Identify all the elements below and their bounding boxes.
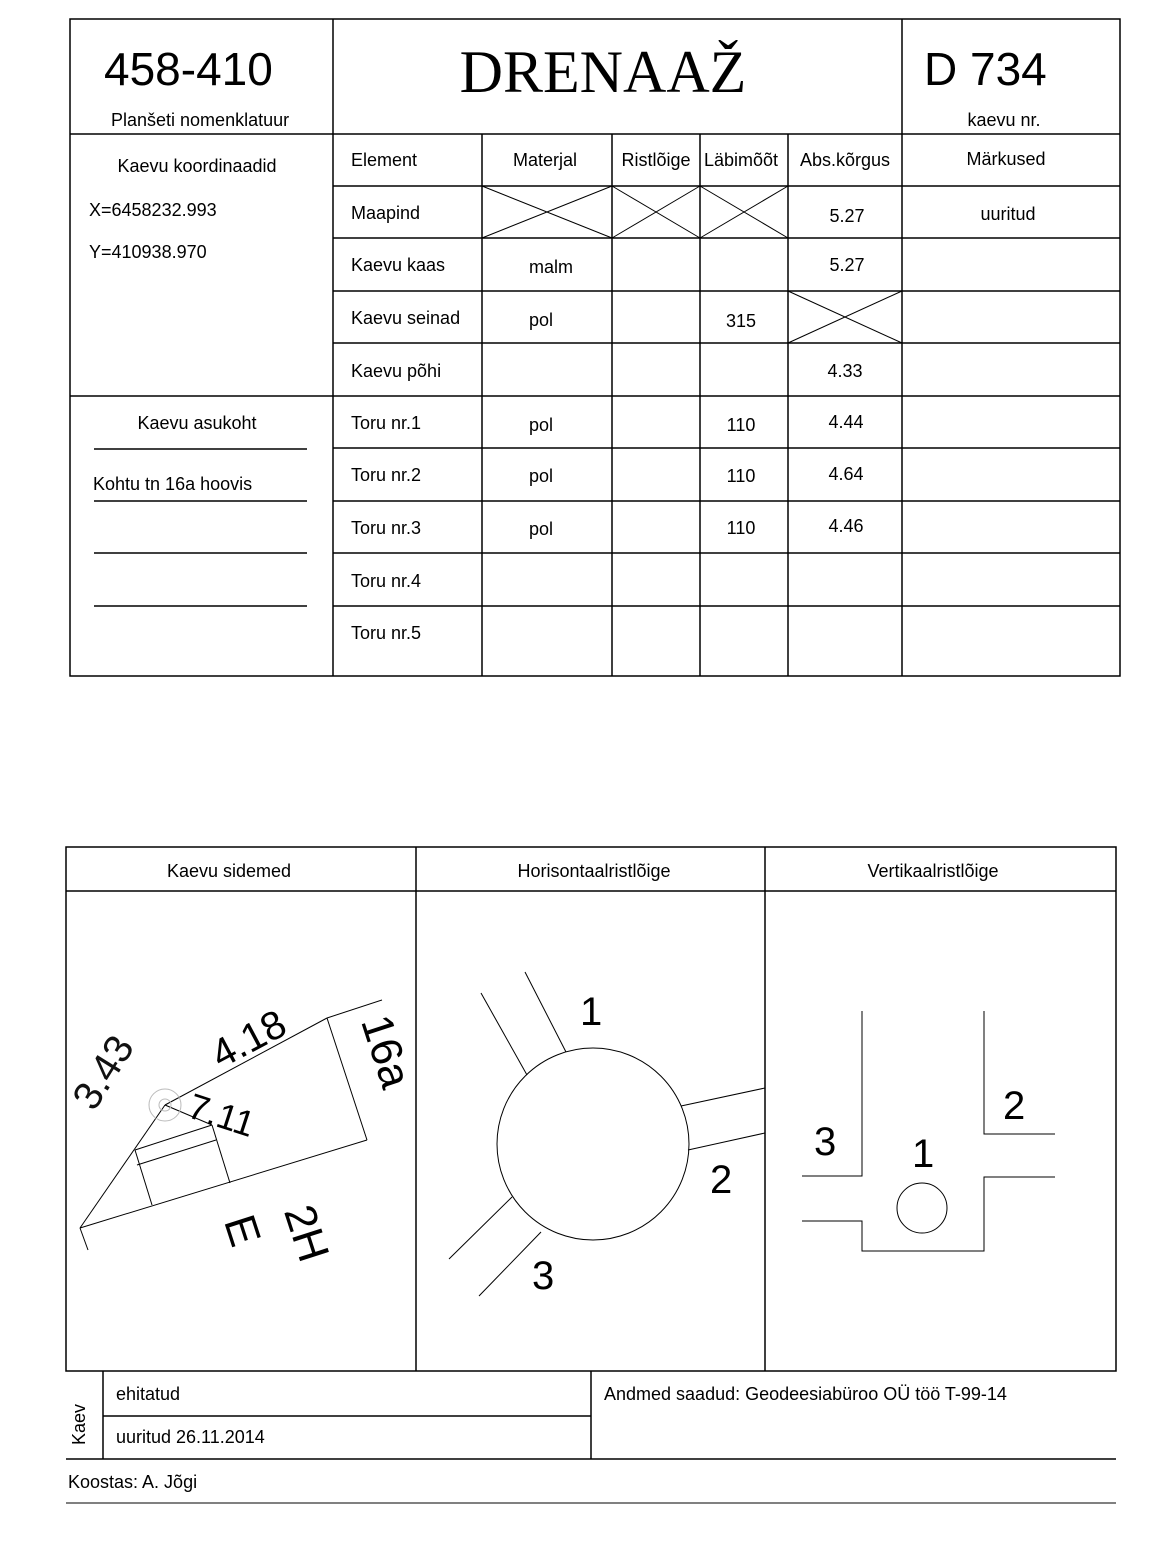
- cell-diameter: 110: [726, 415, 756, 435]
- vertical-section-heading: Vertikaalristlõige: [867, 861, 999, 881]
- pipe-label-3: 3: [532, 1254, 555, 1298]
- pipe-label-1: 1: [580, 990, 603, 1034]
- header-diameter: Läbimõõt: [703, 150, 779, 170]
- nomenclature-label: Planšeti nomenklatuur: [111, 110, 290, 130]
- cell-element: Toru nr.4: [351, 571, 422, 591]
- cell-elevation: 4.44: [828, 412, 864, 432]
- horizontal-section: [449, 972, 765, 1296]
- vertical-section: [802, 1011, 1055, 1251]
- building-floors-label: 2H: [274, 1199, 339, 1268]
- building-type-label: E: [214, 1209, 270, 1253]
- header-remarks: Märkused: [966, 149, 1046, 169]
- cell-remarks: uuritud: [980, 204, 1036, 224]
- cell-elevation: 5.27: [829, 206, 865, 226]
- ties-heading: Kaevu sidemed: [166, 861, 292, 881]
- cell-elevation: 4.33: [827, 361, 863, 381]
- survey-status: uuritud 26.11.2014: [116, 1427, 265, 1447]
- vertical-label-1: 1: [912, 1132, 935, 1176]
- cell-material: pol: [528, 310, 554, 330]
- cell-element: Kaevu põhi: [351, 361, 442, 381]
- well-label: Kaev: [69, 1403, 89, 1445]
- cell-material: pol: [528, 466, 554, 486]
- tie-label-inner: 7.11: [183, 1085, 261, 1145]
- cell-element: Toru nr.5: [351, 623, 422, 643]
- horizontal-section-heading: Horisontaalristlõige: [517, 861, 671, 881]
- header-element: Element: [351, 150, 418, 170]
- pipe-circle: [897, 1183, 947, 1233]
- vertical-label-3: 3: [814, 1120, 837, 1164]
- built-status: ehitatud: [116, 1384, 181, 1404]
- coordinate-x: X=6458232.993: [89, 200, 217, 220]
- header-elevation: Abs.kõrgus: [799, 150, 891, 170]
- well-circle: [497, 1048, 689, 1240]
- nomenclature-value: 458-410: [104, 43, 273, 95]
- cell-diameter: 110: [726, 518, 756, 538]
- author: Koostas: A. Jõgi: [68, 1472, 198, 1492]
- location-heading: Kaevu asukoht: [137, 413, 257, 433]
- building-label: 16a: [351, 1009, 421, 1095]
- cell-diameter: 315: [725, 311, 757, 331]
- cell-elevation: 4.64: [828, 464, 864, 484]
- well-number: D 734: [924, 43, 1047, 95]
- vertical-label-2: 2: [1003, 1084, 1026, 1128]
- cell-element: Maapind: [351, 203, 421, 223]
- tie-label-top: 4.18: [204, 1001, 294, 1078]
- cell-elevation: 4.46: [828, 516, 864, 536]
- cell-element: Toru nr.3: [351, 518, 422, 538]
- cell-element: Kaevu seinad: [351, 308, 461, 328]
- coordinates-heading: Kaevu koordinaadid: [117, 156, 277, 176]
- tie-label-left: 3.43: [64, 1027, 143, 1118]
- pipe-label-2: 2: [710, 1158, 733, 1202]
- cell-element: Toru nr.2: [351, 465, 422, 485]
- cell-elevation: 5.27: [829, 255, 865, 275]
- cell-material: pol: [528, 519, 554, 539]
- page-title: DRENAAŽ: [459, 39, 747, 105]
- cell-material: pol: [528, 415, 554, 435]
- cell-element: Toru nr.1: [351, 413, 422, 433]
- well-number-label: kaevu nr.: [967, 110, 1041, 130]
- data-source: Andmed saadud: Geodeesiabüroo OÜ töö T-99-14: [604, 1384, 1007, 1404]
- cell-material: malm: [529, 257, 573, 277]
- coordinate-y: Y=410938.970: [89, 242, 207, 262]
- cell-element: Kaevu kaas: [351, 255, 446, 275]
- location-line-1: Kohtu tn 16a hoovis: [93, 474, 253, 494]
- header-cross-section: Ristlõige: [621, 150, 691, 170]
- header-material: Materjal: [512, 150, 578, 170]
- cell-diameter: 110: [726, 466, 756, 486]
